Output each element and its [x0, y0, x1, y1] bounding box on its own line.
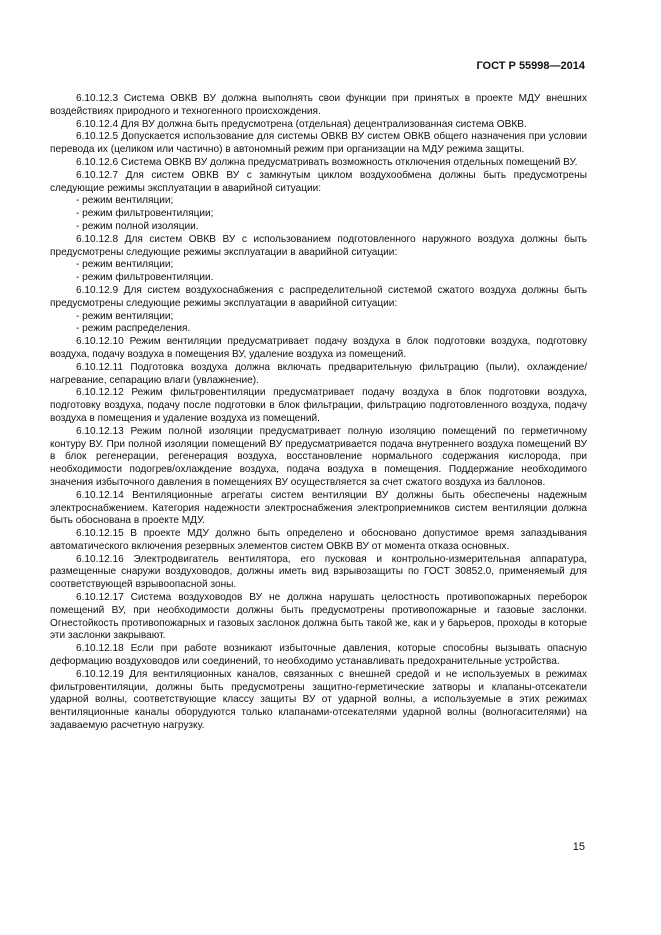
list-item: - режим вентиляции; — [76, 310, 174, 322]
paragraph: 6.10.12.19 Для вентиляционных каналов, связанных с внешней средой и не используемых в режимах фильтровентиляции, должны быть предусмотрены защитно-герметические затворы и клапаны-отсекатели ударной волны, соответствующие классу защиты ВУ от ударной волны, а используемые в этих режимах вентиляционные каналы оборудуются только клапанами-отсекателями ударной волны (волногасителями) на задаваемую расчетную нагрузку. — [50, 668, 587, 732]
paragraph: 6.10.12.12 Режим фильтровентиляции предусматривает подачу воздуха в блок подготовки воздуха, подготовку воздуха, подачу после подготовки в блок фильтрации, фильтрацию подготовленного воздуха, подачу воздуха в помещения и удаление воздуха из помещений. — [50, 387, 587, 424]
paragraph: 6.10.12.16 Электродвигатель вентилятора, его пусковая и контрольно-измерительная аппаратура, размещенные снаружи воздуховодов, должны иметь вид взрывозащиты по ГОСТ 30852.0, применяемый для соответствующей взрывоопасной зоны. — [50, 553, 587, 591]
paragraph: 6.10.12.5 Допускается использование для системы ОВКВ ВУ систем ОВКВ общего назначения при условии перевода их (целиком или частично) в автономный режим при организации на МДУ режима защиты. — [50, 131, 587, 156]
document-body — [50, 93, 587, 733]
paragraph: 6.10.12.18 Если при работе возникают избыточные давления, которые способны вызывать опасную деформацию воздуховодов или соединений, то необходимо устанавливать предохранительные устройства. — [50, 643, 587, 668]
list-item: - режим вентиляции; — [76, 259, 174, 271]
list-item: - режим распределения. — [76, 323, 191, 335]
list-item: - режим вентиляции; — [76, 195, 174, 207]
paragraph: 6.10.12.15 В проекте МДУ должно быть определено и обосновано допустимое время запаздывания автоматического включения резервных элементов систем ОВКВ ВУ от момента отказа основных. — [50, 528, 587, 552]
paragraph: 6.10.12.14 Вентиляционные агрегаты систем вентиляции ВУ должны быть обеспечены надежным электроснабжением. Категория надежности электроснабжения электроприемников систем вентиляции должна быть обоснована в проекте МДУ. — [50, 489, 587, 527]
page-number: 15 — [572, 841, 585, 853]
list-item: - режим полной изоляции. — [76, 220, 199, 232]
paragraph: 6.10.12.9 Для систем воздухоснабжения с распределительной системой сжатого воздуха должны быть предусмотрены следующие режимы эксплуатации в аварийной ситуации: — [50, 284, 587, 309]
paragraph: 6.10.12.8 Для систем ОВКВ ВУ с использованием подготовленного наружного воздуха должны быть предусмотрены следующие режимы эксплуатации в аварийной ситуации: — [50, 233, 587, 258]
paragraph: 6.10.12.6 Система ОВКВ ВУ должна предусматривать возможность отключения отдельных помещений ВУ. — [76, 156, 578, 168]
paragraph: 6.10.12.4 Для ВУ должна быть предусмотрена (отдельная) децентрализованная система ОВКВ. — [76, 118, 527, 130]
list-item: - режим фильтровентиляции; — [76, 208, 214, 220]
paragraph: 6.10.12.17 Система воздуховодов ВУ не должна нарушать целостность противопожарных переборок помещений ВУ, при необходимости должны быть предусмотрены противопожарные и газовые заслонки. Огнестойкость противопожарных и газовых заслонок должна быть такой же, как и у барьеров, проходы в которые эти заслонки закрывают. — [50, 592, 587, 642]
document-header: ГОСТ Р 55998—2014 — [476, 60, 585, 72]
paragraph: 6.10.12.13 Режим полной изоляции предусматривает полную изоляцию помещений по герметичному контуру ВУ. При полной изоляции помещений ВУ предусматривается подача внутреннего воздуха помещений ВУ в блок регенерации, регенерация воздуха, восстановление нормального содержания кислорода, при необходимости подогрев/охлаждение воздуха, подача воздуха в помещения. Поддержание необходимого значения избыточного давления в помещениях ВУ осуществляется за счет сжатого воздуха из баллонов. — [50, 425, 587, 488]
paragraph: 6.10.12.10 Режим вентиляции предусматривает подачу воздуха в блок подготовки воздуха, подготовку воздуха, подачу воздуха в помещения ВУ, удаление воздуха из помещений. — [50, 336, 587, 360]
paragraph: 6.10.12.3 Система ОВКВ ВУ должна выполнять свои функции при принятых в проекте МДУ внешних воздействиях природного и техногенного происхождения. — [50, 93, 587, 117]
paragraph: 6.10.12.11 Подготовка воздуха должна включать предварительную фильтрацию (пыли), охлаждение/нагревание, сепарацию влаги (увлажнение). — [50, 361, 587, 386]
list-item: - режим фильтровентиляции. — [76, 272, 214, 284]
paragraph: 6.10.12.7 Для систем ОВКВ ВУ с замкнутым циклом воздухообмена должны быть предусмотрены следующие режимы эксплуатации в аварийной ситуации: — [50, 169, 587, 194]
